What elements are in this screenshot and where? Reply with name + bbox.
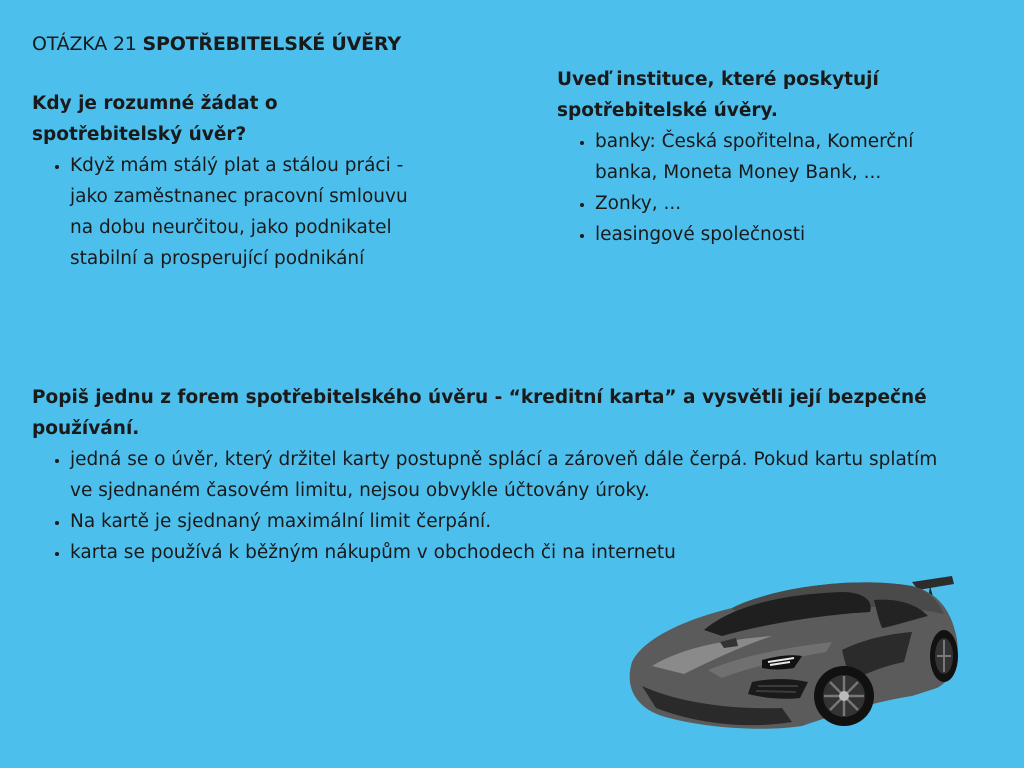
question-heading: Popiš jednu z forem spotřebitelského úvěru - “kreditní karta” a vysvětli její bezpečné používání. — [32, 387, 927, 439]
question-number: OTÁZKA 21 — [32, 33, 137, 55]
topic-title: SPOTŘEBITELSKÉ ÚVĚRY — [142, 33, 401, 55]
list-item: • Zonky, ... — [595, 188, 917, 219]
answer-list — [557, 126, 917, 250]
list-item: • jedná se o úvěr, který držitel karty postupně splácí a zároveň dále čerpá. Pokud kartu splatím ve sjednaném časovém limitu, nejsou obvykle účtovány úroky. — [70, 444, 952, 506]
question-block-institutions — [557, 64, 917, 250]
list-item: • Na kartě je sjednaný maximální limit čerpání. — [70, 506, 952, 537]
question-heading: Kdy je rozumné žádat o spotřebitelský úvěr? — [32, 93, 278, 145]
answer-list — [32, 150, 432, 274]
list-item: • leasingové společnosti — [595, 219, 917, 250]
answer-list — [32, 444, 952, 568]
list-item: • karta se používá k běžným nákupům v obchodech či na internetu — [70, 537, 952, 568]
page-title — [32, 33, 401, 55]
sports-car-icon — [612, 570, 962, 740]
question-heading: Uveď instituce, které poskytují spotřebitelské úvěry. — [557, 69, 879, 121]
list-item: • Když mám stálý plat a stálou práci - jako zaměstnanec pracovní smlouvu na dobu neurčitou, jako podnikatel stabilní a prosperující podnikání — [70, 150, 432, 274]
question-block-when-to-borrow — [32, 88, 432, 274]
question-block-credit-card — [32, 382, 952, 568]
list-item: • banky: Česká spořitelna, Komerční banka, Moneta Money Bank, ... — [595, 126, 917, 188]
